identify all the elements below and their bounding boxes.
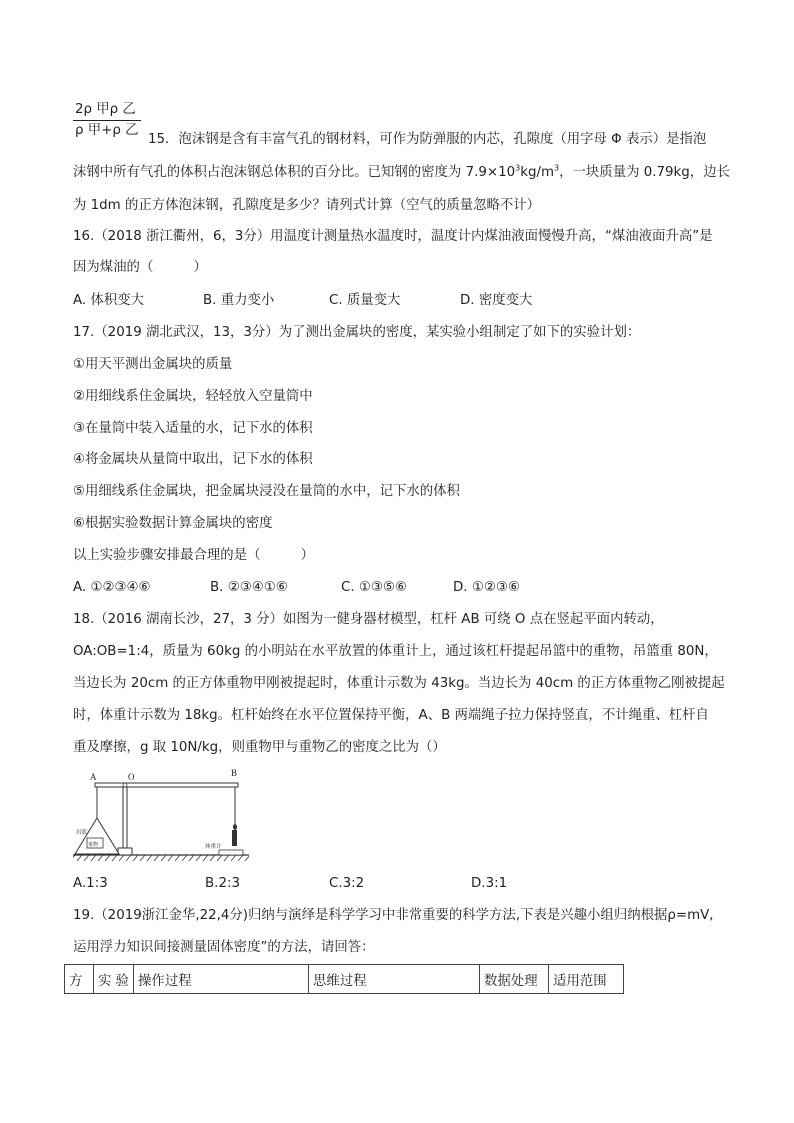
q17-line-1: 17.（2019 湖北武汉，13，3分）为了测出金属块的密度，某实验小组制定了如下的实验计划： [73, 325, 641, 340]
q16-option-a: A. 体积变大 [73, 293, 144, 308]
q16-option-b: B. 重力变小 [203, 293, 275, 308]
header-operation: 操作过程 [134, 965, 309, 994]
q17-option-b: B. ②③④①⑥ [210, 580, 288, 595]
q17-step-5: ⑤用细线系住金属块，把金属块浸没在量筒的水中，记下水的体积 [73, 484, 460, 499]
q16-line-2: 因为煤油的（ ） [73, 260, 207, 275]
q17-step-2: ②用细线系住金属块，轻轻放入空量筒中 [73, 389, 313, 404]
q16-option-c: C. 质量变大 [329, 293, 401, 308]
q17-step-1: ①用天平测出金属块的质量 [73, 357, 233, 372]
label-basket: 吊篮 [76, 830, 88, 836]
q17-option-d: D. ①②③⑥ [453, 580, 520, 595]
label-b: B [231, 768, 238, 778]
label-o: O [128, 772, 135, 782]
q19-line-2: 运用浮力知识间接测量固体密度”的方法，请回答： [73, 940, 375, 955]
q15-line-2: 沫钢中所有气孔的体积占泡沫钢总体积的百分比。已知钢的密度为 $7.9\times 10^3kg/m^3$，一块质量为 0.79kg，边长 [73, 163, 730, 180]
q18-option-d: D.3:1 [471, 876, 508, 891]
q19-line-1: 19.（2019浙江金华,22,4分)归纳与演绎是科学学习中非常重要的科学方法,下表是兴趣小组归纳根据ρ=mV, [73, 908, 714, 923]
header-scope: 适用范围 [549, 965, 624, 994]
q17-step-4: ④将金属块从量筒中取出，记下水的体积 [73, 452, 313, 467]
q17-option-a: A. ①②③④⑥ [73, 580, 151, 595]
q17-step-3: ③在量筒中装入适量的水，记下水的体积 [73, 421, 313, 436]
q17-question: 以上实验步骤安排最合理的是（ ） [73, 548, 315, 563]
q18-line-1: 18.（2016 湖南长沙，27，3 分）如图为一健身器材模型，杠杆 AB 可绕 O 点在竖起平面内转动， [73, 612, 664, 627]
q18-line-4: 时，体重计示数为 18kg。杠杆始终在水平位置保持平衡，A、B 两端绳子拉力保持竖直，不计绳重、杠杆自 [73, 708, 709, 723]
q18-option-b: B.2:3 [205, 876, 240, 891]
label-scale: 体重计 [205, 844, 222, 850]
label-weight: 重物 [88, 842, 99, 848]
q15-line-3: 为 1dm 的正方体泡沫钢，孔隙度是多少？请列式计算（空气的质量忽略不计） [73, 198, 541, 213]
q17-option-c: C. ①③⑤⑥ [341, 580, 407, 595]
header-experiment: 实 验 [94, 965, 134, 994]
q15-line-1: 15．泡沫钢是含有丰富气孔的钢材料，可作为防弹服的内芯，孔隙度（用字母 Φ 表示）是指泡 [148, 132, 707, 147]
header-thinking: 思维过程 [309, 965, 480, 994]
q18-line-5: 重及摩擦，g 取 10N/kg，则重物甲与重物乙的密度之比为（） [73, 740, 446, 755]
table-header-row [65, 965, 624, 994]
q18-line-3: 当边长为 20cm 的正方体重物甲刚被提起时，体重计示数为 43kg。当边长为 40cm 的正方体重物乙刚被提起 [73, 676, 725, 691]
q18-line-2: OA:OB=1:4，质量为 60kg 的小明站在水平放置的体重计上，通过该杠杆提起吊篮中的重物，吊篮重 80N， [73, 644, 718, 659]
header-method: 方 [65, 965, 94, 994]
fraction-denominator: ρ 甲+ρ 乙 [75, 123, 139, 138]
label-a: A [90, 772, 97, 782]
lever-diagram [73, 766, 249, 866]
density-fraction [73, 101, 141, 140]
q17-step-6: ⑥根据实验数据计算金属块的密度 [73, 516, 273, 531]
header-data: 数据处理 [480, 965, 549, 994]
q16-option-d: D. 密度变大 [460, 293, 533, 308]
q16-line-1: 16.（2018 浙江衢州，6，3分）用温度计测量热水温度时，温度计内煤油液面慢慢升高，“煤油液面升高”是 [73, 229, 713, 244]
q18-option-a: A.1:3 [73, 876, 108, 891]
fraction-numerator: 2ρ 甲ρ 乙 [73, 101, 141, 121]
q18-option-c: C.3:2 [329, 876, 365, 891]
methods-table [64, 964, 624, 994]
